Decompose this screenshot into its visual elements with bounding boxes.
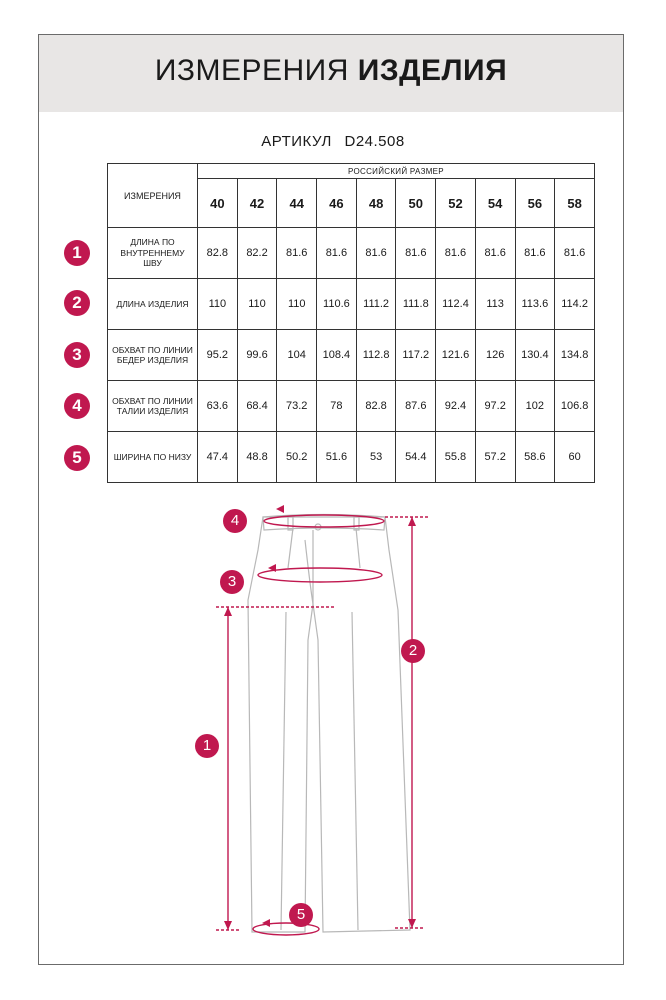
table-cell: 112.8 — [356, 330, 396, 381]
table-cell: 134.8 — [555, 330, 595, 381]
group-header: РОССИЙСКИЙ РАЗМЕР — [198, 164, 595, 179]
table-cell: 113 — [475, 279, 515, 330]
table-cell: 102 — [515, 381, 555, 432]
row-number-badge: 5 — [64, 445, 90, 471]
table-cell: 81.6 — [475, 228, 515, 279]
table-cell: 81.6 — [436, 228, 476, 279]
arrow-inseam-bottom — [224, 921, 232, 930]
size-header-8: 56 — [515, 179, 555, 228]
table-cell: 121.6 — [436, 330, 476, 381]
table-cell: 81.6 — [277, 228, 317, 279]
table-cell: 113.6 — [515, 279, 555, 330]
arrow-hem — [262, 919, 270, 927]
trousers-outline — [248, 515, 410, 933]
table-cell: 110.6 — [317, 279, 357, 330]
row-number-badge: 4 — [64, 393, 90, 419]
diagram-marker-2: 2 — [401, 639, 425, 663]
table-cell: 82.2 — [237, 228, 277, 279]
table-cell: 108.4 — [317, 330, 357, 381]
table-cell: 81.6 — [317, 228, 357, 279]
size-header-0: 40 — [198, 179, 238, 228]
table-cell: 95.2 — [198, 330, 238, 381]
table-cell: 81.6 — [555, 228, 595, 279]
table-cell: 110 — [277, 279, 317, 330]
table-cell: 82.8 — [198, 228, 238, 279]
table-cell: 117.2 — [396, 330, 436, 381]
table-cell: 78 — [317, 381, 357, 432]
crease-left — [281, 612, 286, 930]
diagram-marker-1: 1 — [195, 734, 219, 758]
table-cell: 104 — [277, 330, 317, 381]
size-header-9: 58 — [555, 179, 595, 228]
table-cell: 54.4 — [396, 432, 436, 483]
table-cell: 130.4 — [515, 330, 555, 381]
title-light: ИЗМЕРЕНИЯ — [154, 54, 349, 87]
table-cell: 63.6 — [198, 381, 238, 432]
row-number-badge: 3 — [64, 342, 90, 368]
crease-right — [352, 612, 358, 930]
table-cell: 73.2 — [277, 381, 317, 432]
size-header-2: 44 — [277, 179, 317, 228]
row-label: ДЛИНА ПО ВНУТРЕННЕМУ ШВУ — [108, 228, 198, 279]
table-cell: 106.8 — [555, 381, 595, 432]
table-cell: 51.6 — [317, 432, 357, 483]
arrow-waist — [276, 505, 284, 513]
hem-measure-line — [253, 923, 319, 935]
table-cell: 97.2 — [475, 381, 515, 432]
pleat-right — [356, 528, 360, 568]
diagram-marker-5: 5 — [289, 903, 313, 927]
table-cell: 60 — [555, 432, 595, 483]
table-cell: 87.6 — [396, 381, 436, 432]
size-header-4: 48 — [356, 179, 396, 228]
table-cell: 50.2 — [277, 432, 317, 483]
table-cell: 57.2 — [475, 432, 515, 483]
row-number-badge: 2 — [64, 290, 90, 316]
measure-lines — [216, 515, 430, 935]
size-header-3: 46 — [317, 179, 357, 228]
table-cell: 53 — [356, 432, 396, 483]
table-cell: 81.6 — [356, 228, 396, 279]
table-cell: 47.4 — [198, 432, 238, 483]
row-label: ОБХВАТ ПО ЛИНИИ БЕДЕР ИЗДЕЛИЯ — [108, 330, 198, 381]
table-cell: 99.6 — [237, 330, 277, 381]
table-cell: 81.6 — [515, 228, 555, 279]
size-header-5: 50 — [396, 179, 436, 228]
row-label: ШИРИНА ПО НИЗУ — [108, 432, 198, 483]
arrow-heads — [224, 505, 416, 930]
table-cell: 55.8 — [436, 432, 476, 483]
title-bold: ИЗДЕЛИЯ — [357, 54, 508, 87]
table-cell: 81.6 — [396, 228, 436, 279]
arrow-length-top — [408, 517, 416, 526]
size-header-1: 42 — [237, 179, 277, 228]
table-cell: 114.2 — [555, 279, 595, 330]
table-cell: 68.4 — [237, 381, 277, 432]
measure-header: ИЗМЕРЕНИЯ — [108, 164, 198, 228]
row-number-badge: 1 — [64, 240, 90, 266]
table-cell: 110 — [237, 279, 277, 330]
row-label: ДЛИНА ИЗДЕЛИЯ — [108, 279, 198, 330]
table-cell: 110 — [198, 279, 238, 330]
table-cell: 48.8 — [237, 432, 277, 483]
arrow-inseam-top — [224, 607, 232, 616]
diagram-marker-3: 3 — [220, 570, 244, 594]
table-cell: 126 — [475, 330, 515, 381]
table-cell: 82.8 — [356, 381, 396, 432]
table-cell: 58.6 — [515, 432, 555, 483]
article-label: АРТИКУЛ — [261, 133, 332, 150]
article-code: D24.508 — [344, 133, 405, 150]
size-header-7: 54 — [475, 179, 515, 228]
table-cell: 111.2 — [356, 279, 396, 330]
table-cell: 111.8 — [396, 279, 436, 330]
size-header-6: 52 — [436, 179, 476, 228]
pleat-left — [288, 528, 293, 568]
hip-measure-line — [258, 568, 382, 582]
table-cell: 112.4 — [436, 279, 476, 330]
row-label: ОБХВАТ ПО ЛИНИИ ТАЛИИ ИЗДЕЛИЯ — [108, 381, 198, 432]
diagram-marker-4: 4 — [223, 509, 247, 533]
fly-curve — [305, 540, 313, 604]
table-cell: 92.4 — [436, 381, 476, 432]
